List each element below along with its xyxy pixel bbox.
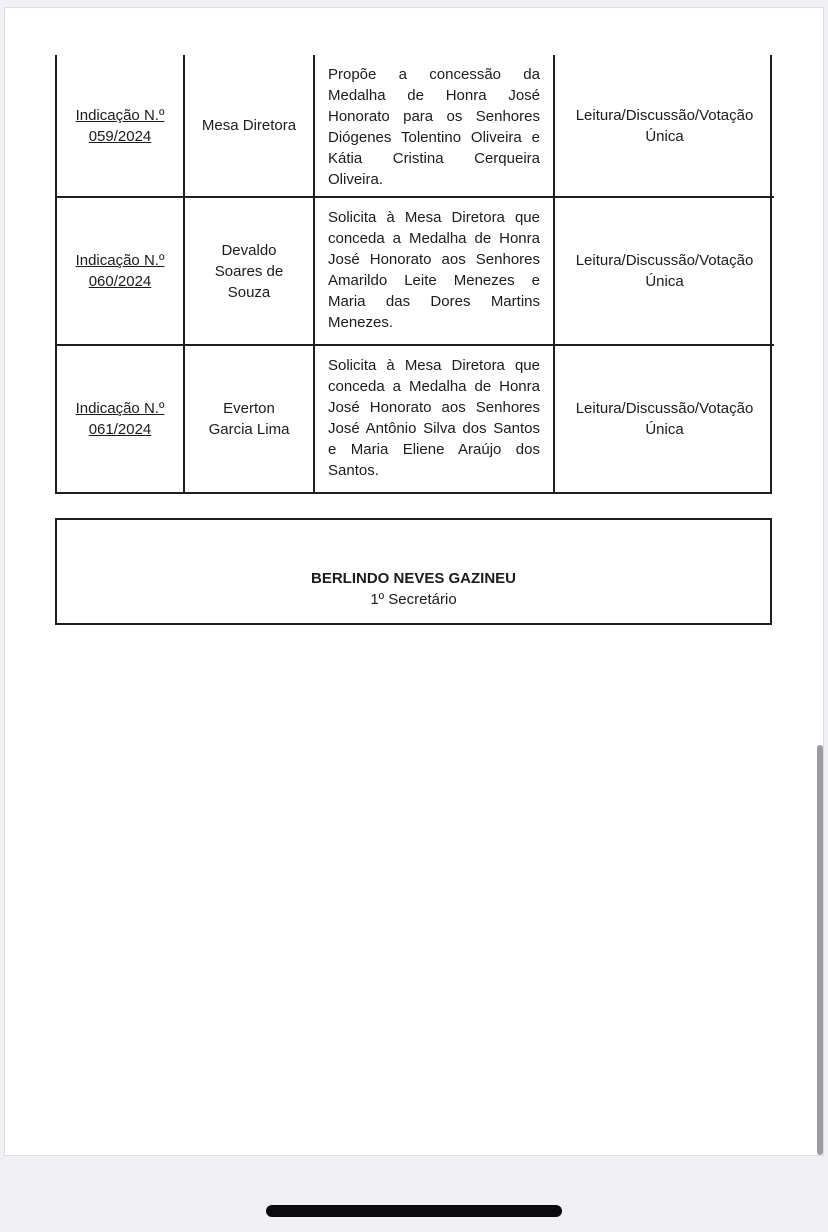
- table-row-1-author-cell: [185, 55, 315, 196]
- indication-link[interactable]: Indicação N.º 059/2024: [75, 106, 165, 145]
- table-row-3-author-cell: [185, 344, 315, 492]
- author-name: Mesa Diretora: [201, 117, 297, 134]
- table-row-3-description-cell: [315, 344, 555, 492]
- signatory-name: BERLINDO NEVES GAZINEU: [310, 570, 517, 587]
- description-text: Solicita à Mesa Diretora que conceda a Medalha de Honra José Honorato aos Senhores Amarildo Leite Menezes e Maria das Dores Martins Menezes.: [328, 209, 540, 331]
- indications-table: [55, 55, 772, 494]
- author-name: Everton Garcia Lima: [208, 400, 290, 438]
- signature-box: [55, 518, 772, 625]
- table-row-1-procedure-cell: [555, 55, 774, 196]
- table-row-3-indication-cell: [57, 344, 185, 492]
- document-page: [5, 8, 823, 1155]
- indication-link[interactable]: Indicação N.º 060/2024: [75, 252, 165, 290]
- signatory-title: 1º Secretário: [370, 591, 457, 608]
- author-name: Devaldo Soares de Souza: [214, 241, 284, 301]
- indication-link[interactable]: Indicação N.º 061/2024: [75, 400, 165, 438]
- home-indicator-bar[interactable]: [266, 1205, 562, 1217]
- table-row-2-indication-cell: [57, 196, 185, 344]
- scrollbar-thumb[interactable]: [817, 745, 823, 1155]
- table-row-3-procedure-cell: [555, 344, 774, 492]
- table-row-1-indication-cell: [57, 55, 185, 196]
- description-text: Propõe a concessão da Medalha de Honra José Honorato para os Senhores Diógenes Tolentino Oliveira e Kátia Cristina Cerqueira Oliveira.: [328, 66, 540, 188]
- description-text: Solicita à Mesa Diretora que conceda a Medalha de Honra José Honorato aos Senhores José Antônio Silva dos Santos e Maria Eliene Araújo dos Santos.: [328, 357, 540, 479]
- procedure-text: Leitura/Discussão/Votação Única: [575, 252, 754, 290]
- procedure-text: Leitura/Discussão/Votação Única: [575, 106, 754, 145]
- procedure-text: Leitura/Discussão/Votação Única: [575, 400, 754, 438]
- table-row-2-procedure-cell: [555, 196, 774, 344]
- table-row-1-description-cell: [315, 55, 555, 196]
- table-row-2-author-cell: [185, 196, 315, 344]
- table-row-2-description-cell: [315, 196, 555, 344]
